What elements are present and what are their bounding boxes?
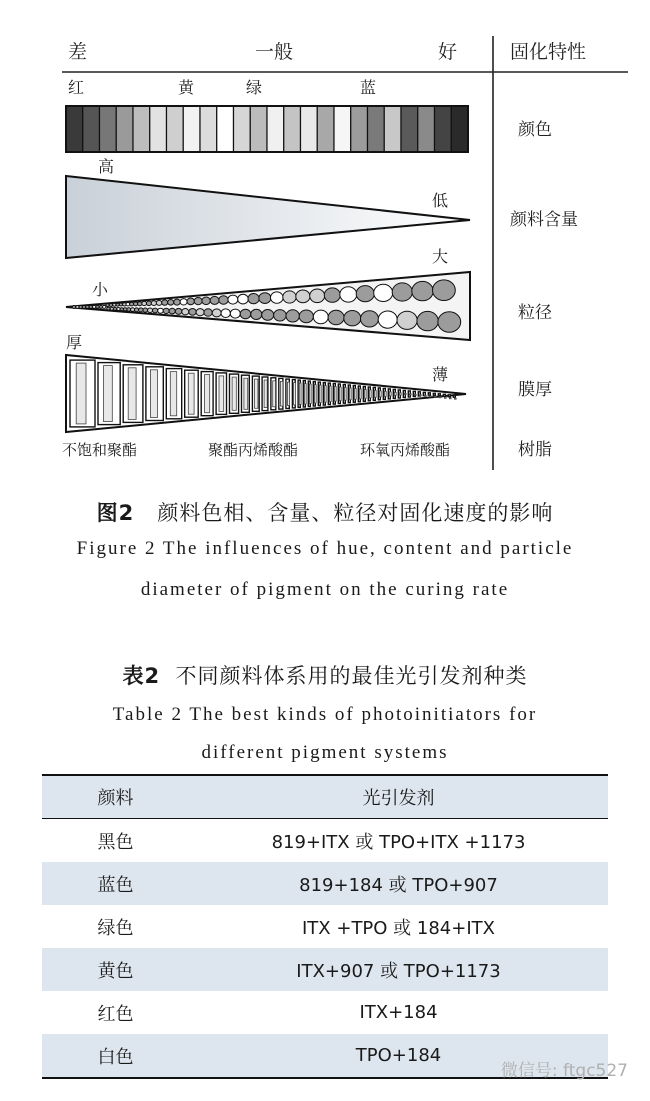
table-number: 表2 <box>122 664 161 688</box>
film-bar-inner <box>294 383 296 405</box>
row-label-color: 颜色 <box>518 120 552 140</box>
row-label-film-thickness: 膜厚 <box>518 380 552 400</box>
hue-strip <box>66 106 468 152</box>
film-bar-inner <box>354 389 356 400</box>
film-bar-inner <box>287 382 289 405</box>
hue-swatch <box>200 106 217 152</box>
wechat-watermark: 微信号: ftgc527 <box>500 1061 628 1081</box>
header-photoinitiator: 光引发剂 <box>189 775 608 819</box>
particle <box>328 310 344 324</box>
particle <box>138 302 142 306</box>
photoinitiator-cell: 819+184 或 TPO+907 <box>299 874 498 896</box>
film-bar-inner <box>273 381 276 407</box>
film-bar-inner <box>304 384 306 404</box>
hue-swatch <box>66 106 83 152</box>
hue-swatch <box>116 106 133 152</box>
particle <box>259 293 271 304</box>
film-bar-inner <box>244 378 248 409</box>
film-bar-inner <box>389 392 391 396</box>
particle <box>251 309 262 319</box>
film-bar <box>443 394 445 396</box>
film-bar-inner <box>434 396 436 397</box>
film-bar-inner <box>232 377 236 410</box>
particle <box>397 311 417 329</box>
particle <box>340 287 357 302</box>
particle <box>313 310 328 324</box>
row-label-resin: 树脂 <box>518 440 552 460</box>
particle <box>174 299 181 305</box>
label-average: 一般 <box>255 41 294 63</box>
film-bar-inner <box>374 390 376 397</box>
film-bar-inner <box>329 386 331 402</box>
particle <box>310 289 325 303</box>
particle <box>196 309 204 316</box>
hue-swatch <box>100 106 117 152</box>
film-bar-inner <box>449 398 451 399</box>
film-bar-inner <box>255 379 258 408</box>
particle <box>169 308 175 314</box>
table-row <box>42 862 608 905</box>
film-bar-inner <box>128 368 136 420</box>
particle <box>189 309 196 316</box>
pigment-cell: 黑色 <box>97 831 134 853</box>
hue-swatch <box>267 106 284 152</box>
photoinitiator-cell: 819+ITX 或 TPO+ITX +1173 <box>271 831 526 853</box>
film-bar-inner <box>369 390 371 398</box>
particle <box>324 288 340 302</box>
film-bar <box>453 395 455 397</box>
particle <box>113 303 116 306</box>
film-bar-inner <box>414 394 416 395</box>
particle <box>221 309 230 318</box>
photoinitiator-cell: ITX+907 或 TPO+1173 <box>296 960 501 982</box>
hue-swatch <box>301 106 318 152</box>
film-bar-inner <box>419 395 421 396</box>
particle <box>283 291 296 303</box>
thickness-thin-label: 薄 <box>432 365 449 384</box>
particle <box>212 309 221 317</box>
film-bar-inner <box>104 366 113 422</box>
hue-swatch <box>384 106 401 152</box>
label-curing-property: 固化特性 <box>510 41 587 63</box>
particle <box>103 305 106 308</box>
film-bar-inner <box>334 387 336 402</box>
particle <box>142 301 147 305</box>
particle <box>356 286 374 302</box>
hue-swatch <box>217 106 234 152</box>
film-bar-inner <box>299 383 301 404</box>
particle <box>158 308 164 313</box>
photoinitiator-table-container <box>42 774 608 1079</box>
film-bar-inner <box>349 388 351 400</box>
hue-yellow-label: 黄 <box>178 78 195 97</box>
particle <box>86 305 89 308</box>
film-bar-inner <box>394 392 396 395</box>
particle <box>151 301 156 306</box>
particle <box>238 294 249 304</box>
film-bar-inner <box>399 393 401 395</box>
row-label-particle-size: 粒径 <box>518 303 552 323</box>
pigment-cell: 白色 <box>42 1034 189 1078</box>
particle <box>96 305 99 308</box>
figure-number: 图2 <box>96 501 135 525</box>
particle <box>210 296 219 304</box>
table-row <box>42 819 608 863</box>
header-pigment: 颜料 <box>42 775 189 819</box>
particle <box>139 308 143 312</box>
particle <box>361 311 379 327</box>
hue-green-label: 绿 <box>246 78 263 97</box>
particle <box>72 306 75 309</box>
particle <box>228 295 238 304</box>
particle <box>202 297 210 305</box>
film-bar-inner <box>429 396 431 397</box>
thickness-thick-label: 厚 <box>66 333 83 352</box>
particle <box>299 310 313 323</box>
film-bar-inner <box>319 385 321 403</box>
particle <box>79 306 82 309</box>
particle <box>168 300 174 306</box>
film-bar <box>428 393 430 395</box>
particle <box>107 307 110 310</box>
table-title-zh: 不同颜料体系用的最佳光引发剂种类 <box>175 664 528 688</box>
figure-caption-en-line2: diameter of pigment on the curing rate <box>140 579 510 600</box>
particle <box>219 296 228 305</box>
hue-blue-label: 蓝 <box>360 78 377 97</box>
particle <box>240 309 251 319</box>
figure-caption-zh <box>0 497 650 527</box>
pigment-cell: 蓝色 <box>97 874 134 896</box>
particle <box>143 308 148 312</box>
pigment-curing-figure <box>0 0 650 480</box>
particle <box>412 281 433 300</box>
photoinitiator-table <box>42 774 608 1079</box>
particle <box>271 292 284 303</box>
film-bar-inner <box>384 391 386 396</box>
particle <box>296 290 310 303</box>
film-bar-inner <box>76 363 86 424</box>
film-bar-inner <box>409 394 411 395</box>
hue-swatch <box>83 106 100 152</box>
film-bar-inner <box>219 376 224 412</box>
pigment-cell: 绿色 <box>97 917 134 939</box>
resin-polyester-acrylate: 聚酯丙烯酸酯 <box>208 441 299 459</box>
pigment-cell: 黄色 <box>97 960 134 982</box>
particle <box>89 305 92 308</box>
hue-swatch <box>368 106 385 152</box>
hue-swatch <box>351 106 368 152</box>
particle <box>392 283 412 301</box>
particle <box>175 308 182 314</box>
particle <box>248 294 259 304</box>
film-bar <box>438 394 440 396</box>
table-row <box>42 948 608 991</box>
film-bar <box>433 393 435 395</box>
particle <box>156 300 162 305</box>
particle <box>204 309 212 317</box>
film-bar-inner <box>454 398 456 399</box>
resin-unsaturated-polyester: 不饱和聚酯 <box>62 441 138 459</box>
film-bar-inner <box>364 390 366 399</box>
particle <box>113 307 116 310</box>
hue-swatch <box>234 106 251 152</box>
size-small-label: 小 <box>92 280 109 299</box>
hue-red-label: 红 <box>68 78 85 97</box>
particle <box>134 302 138 306</box>
hue-swatch <box>401 106 418 152</box>
particle <box>182 309 189 315</box>
hue-swatch <box>317 106 334 152</box>
table-header-row <box>42 775 608 819</box>
particle <box>194 298 202 305</box>
particle <box>146 301 151 306</box>
film-bar-inner <box>444 397 446 398</box>
pigment-cell: 红色 <box>97 1003 134 1025</box>
hue-swatch <box>334 106 351 152</box>
particle <box>163 308 169 313</box>
particle <box>230 309 240 318</box>
label-poor: 差 <box>68 41 88 63</box>
resin-epoxy-acrylate: 环氧丙烯酸酯 <box>360 441 451 459</box>
table-caption-en-line2: different pigment systems <box>201 742 449 763</box>
film-bar-inner <box>324 386 326 403</box>
particle <box>130 302 134 306</box>
film-bar-inner <box>404 393 406 394</box>
table-row <box>42 991 608 1034</box>
figure-title-zh: 颜料色相、含量、粒径对固化速度的影响 <box>157 501 554 525</box>
particle <box>148 308 153 313</box>
table-row <box>42 905 608 948</box>
row-label-pigment-content: 颜料含量 <box>510 210 578 230</box>
film-bar-inner <box>339 387 341 401</box>
particle <box>433 280 456 301</box>
film-bar-inner <box>150 370 157 418</box>
film-thickness-wedge <box>66 355 466 432</box>
particle <box>135 308 139 312</box>
film-bar-inner <box>379 391 381 397</box>
particle <box>262 310 274 321</box>
content-high-label: 高 <box>98 157 115 176</box>
pigment-content-triangle <box>66 176 470 258</box>
particle <box>162 300 168 305</box>
particle <box>180 299 187 305</box>
particle <box>187 298 194 305</box>
film-bar-inner <box>309 384 311 403</box>
film-bar-inner <box>344 388 346 401</box>
particle <box>286 310 299 322</box>
hue-swatch <box>150 106 167 152</box>
particle-size-wedge <box>66 272 470 340</box>
hue-swatch <box>284 106 301 152</box>
film-bar-inner <box>359 389 361 399</box>
photoinitiator-cell: ITX+184 <box>359 1002 438 1023</box>
particle <box>417 311 438 330</box>
film-bar-inner <box>439 397 441 398</box>
particle <box>131 308 135 312</box>
film-bar-inner <box>188 373 194 414</box>
film-bar-inner <box>170 372 176 416</box>
particle <box>378 311 397 328</box>
film-bar-inner <box>205 375 210 413</box>
film-bar <box>448 395 450 397</box>
figure-caption-en-line1: Figure 2 The influences of hue, content and particle <box>76 538 574 559</box>
particle <box>344 311 361 326</box>
content-low-label: 低 <box>432 191 449 210</box>
particle <box>274 310 287 321</box>
film-bar-inner <box>314 385 316 403</box>
particle <box>153 308 158 313</box>
hue-swatch <box>183 106 200 152</box>
photoinitiator-cell: TPO+184 <box>189 1034 608 1078</box>
hue-swatch <box>418 106 435 152</box>
table-caption-zh <box>0 660 650 690</box>
hue-swatch <box>167 106 184 152</box>
table-caption-en-line1: Table 2 The best kinds of photoinitiators for <box>112 704 538 725</box>
particle <box>106 304 109 307</box>
hue-swatch <box>133 106 150 152</box>
photoinitiator-cell: ITX +TPO 或 184+ITX <box>302 917 495 939</box>
film-bar-inner <box>424 395 426 396</box>
label-good: 好 <box>438 41 458 63</box>
hue-swatch <box>451 106 468 152</box>
particle <box>438 312 461 333</box>
hue-swatch <box>435 106 452 152</box>
hue-swatch <box>250 106 267 152</box>
particle <box>374 284 393 301</box>
size-large-label: 大 <box>432 247 449 266</box>
film-bar-inner <box>280 381 283 406</box>
film-bar-inner <box>264 380 267 408</box>
